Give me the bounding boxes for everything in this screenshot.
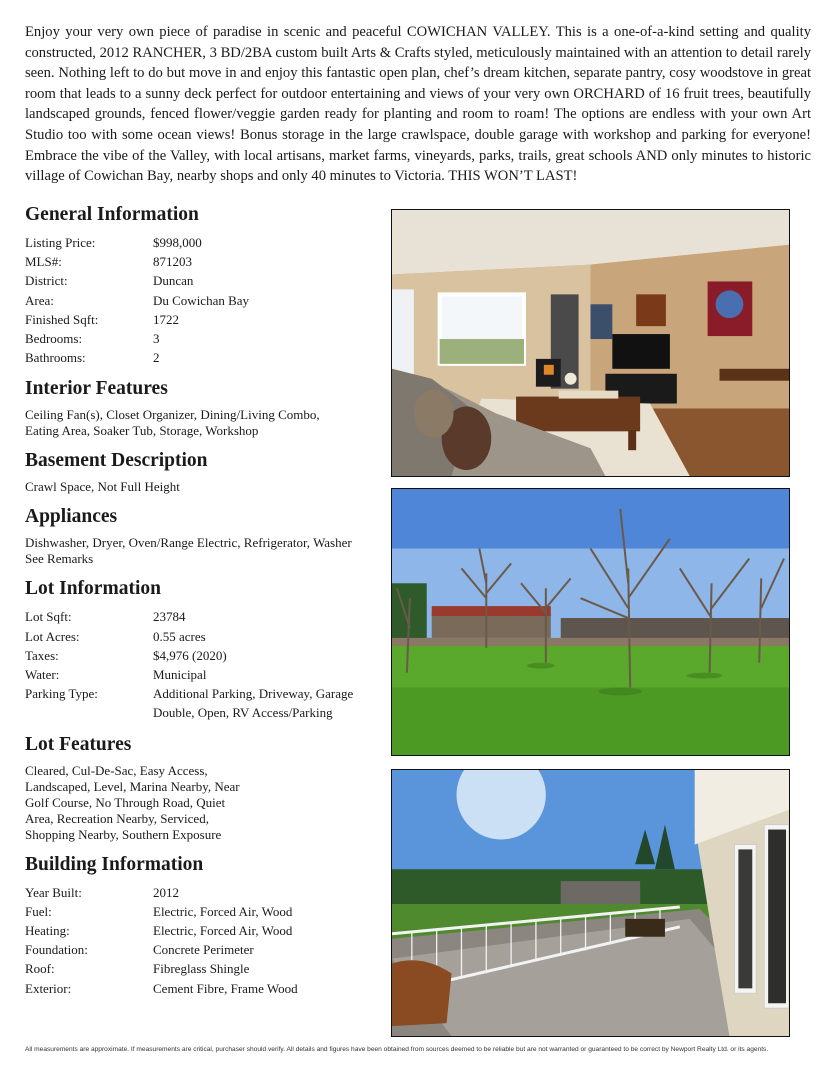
info-value: 2012	[153, 884, 179, 900]
details-column	[25, 203, 377, 1008]
lot-information-section	[25, 577, 377, 722]
info-label: Parking Type:	[25, 686, 98, 702]
info-value: 1722	[153, 311, 179, 327]
info-value: Du Cowichan Bay	[153, 292, 250, 308]
info-value: $4,976 (2020)	[153, 647, 227, 663]
info-value: 0.55 acres	[153, 628, 206, 644]
section-title: Interior Features	[25, 378, 168, 400]
info-row	[25, 940, 377, 959]
section-title: Basement Description	[25, 450, 208, 472]
info-label: Listing Price:	[25, 235, 96, 250]
section-title: Lot Information	[25, 578, 161, 600]
lot-rows	[25, 607, 377, 722]
info-row	[25, 329, 377, 348]
info-label: Foundation:	[25, 942, 88, 958]
info-row	[25, 665, 377, 684]
appliances-line: Dishwasher, Dryer, Oven/Range Electric, Refrigerator, Washer	[25, 535, 352, 551]
basement-text: Crawl Space, Not Full Height	[25, 479, 180, 495]
info-label: Lot Sqft:	[25, 609, 72, 625]
info-label: Year Built:	[25, 884, 82, 900]
info-row	[25, 921, 377, 940]
info-row	[25, 310, 377, 329]
lot-features-section	[25, 733, 377, 843]
info-row	[25, 271, 377, 290]
info-label: Finished Sqft:	[25, 311, 99, 327]
info-label: Water:	[25, 667, 60, 683]
info-value: 3	[153, 331, 160, 347]
disclaimer: All measurements are approximate. If measurements are critical, purchaser should verify. All details and figures have been obtained from sources deemed to be reliable but are not warranted or guaranteed to be correct by Newport Realty Ltd. or its agents.	[25, 1046, 769, 1053]
info-row	[25, 607, 377, 626]
info-row	[25, 959, 377, 978]
info-row	[25, 684, 377, 722]
info-value: Electric, Forced Air, Wood	[153, 903, 293, 919]
general-rows	[25, 233, 377, 367]
info-label: Roof:	[25, 961, 55, 977]
interior-features-section	[25, 377, 377, 439]
building-information-section	[25, 853, 377, 998]
info-value: Fibreglass Shingle	[153, 961, 250, 977]
orchard-yard-photo	[391, 488, 790, 756]
info-value: 23784	[153, 609, 186, 625]
info-value: Municipal	[153, 667, 207, 683]
living-room-photo	[391, 209, 790, 477]
lot-features-text: Cleared, Cul-De-Sac, Easy Access, Landscaped, Level, Marina Nearby, Near Golf Course, No Through Road, Quiet Area, Recreation Nearby, Serviced, Shopping Nearby, Southern Exposure	[25, 762, 240, 842]
info-row	[25, 252, 377, 271]
info-row	[25, 627, 377, 646]
appliances-section	[25, 505, 377, 567]
interior-features-line: Ceiling Fan(s), Closet Organizer, Dining/Living Combo,	[25, 407, 320, 423]
info-value: 871203	[153, 254, 192, 270]
info-label: Heating:	[25, 923, 70, 939]
info-value: $998,000	[153, 235, 202, 250]
info-label: District:	[25, 273, 68, 289]
info-row	[25, 233, 377, 252]
info-row	[25, 883, 377, 902]
info-value: Duncan	[153, 273, 194, 289]
info-value: Concrete Perimeter	[153, 942, 254, 958]
info-value: Additional Parking, Driveway, Garage Double, Open, RV Access/Parking	[153, 686, 354, 721]
info-row	[25, 646, 377, 665]
info-label: Bathrooms:	[25, 350, 86, 366]
info-label: Area:	[25, 292, 54, 308]
info-value: Electric, Forced Air, Wood	[153, 923, 293, 939]
info-label: Bedrooms:	[25, 331, 83, 347]
general-information-section	[25, 203, 377, 367]
info-label: Exterior:	[25, 980, 72, 996]
basement-section	[25, 449, 377, 495]
building-rows	[25, 883, 377, 998]
sunny-deck-photo	[391, 769, 790, 1037]
info-row	[25, 291, 377, 310]
listing-description: Enjoy your very own piece of paradise in scenic and peaceful COWICHAN VALLEY. This is a one-of-a-kind setting and quality constructed, 2012 RANCHER, 3 BD/2BA custom built Arts & Crafts styled, meticulously maintained with an attention to detail rarely seen. Nothing left to do but move in and enjoy this fantastic open plan, chef’s dream kitchen, separate pantry, cosy woodstove in great room that leads to a sunny deck perfect for outdoor entertaining and views of your very own ORCHARD of 16 fruit trees, beautifully landscaped grounds, fenced flower/veggie garden ready for planting and room to roam! The options are endless with your own Art Studio too with some ocean views! Bonus storage in the large crawlspace, double garage with workshop and parking for everyone! Embrace the vibe of the Valley, with local artisans, market farms, vineyards, parks, trails, great schools AND only minutes to historic village of Cowichan Bay, nearby shops and only 40 minutes to Victoria. THIS WON’T LAST!	[25, 24, 811, 185]
info-value: Cement Fibre, Frame Wood	[153, 980, 298, 996]
section-title: Lot Features	[25, 733, 132, 755]
info-label: Taxes:	[25, 647, 59, 663]
info-label: Lot Acres:	[25, 628, 80, 644]
info-row	[25, 902, 377, 921]
section-title: Building Information	[25, 853, 204, 875]
appliances-line: See Remarks	[25, 551, 94, 567]
info-label: Fuel:	[25, 903, 52, 919]
info-row	[25, 348, 377, 367]
info-label: MLS#:	[25, 254, 62, 270]
section-title: General Information	[25, 204, 199, 225]
section-title: Appliances	[25, 506, 118, 528]
interior-features-line: Eating Area, Soaker Tub, Storage, Workshop	[25, 423, 259, 439]
info-value: 2	[153, 350, 160, 366]
info-row	[25, 979, 377, 998]
